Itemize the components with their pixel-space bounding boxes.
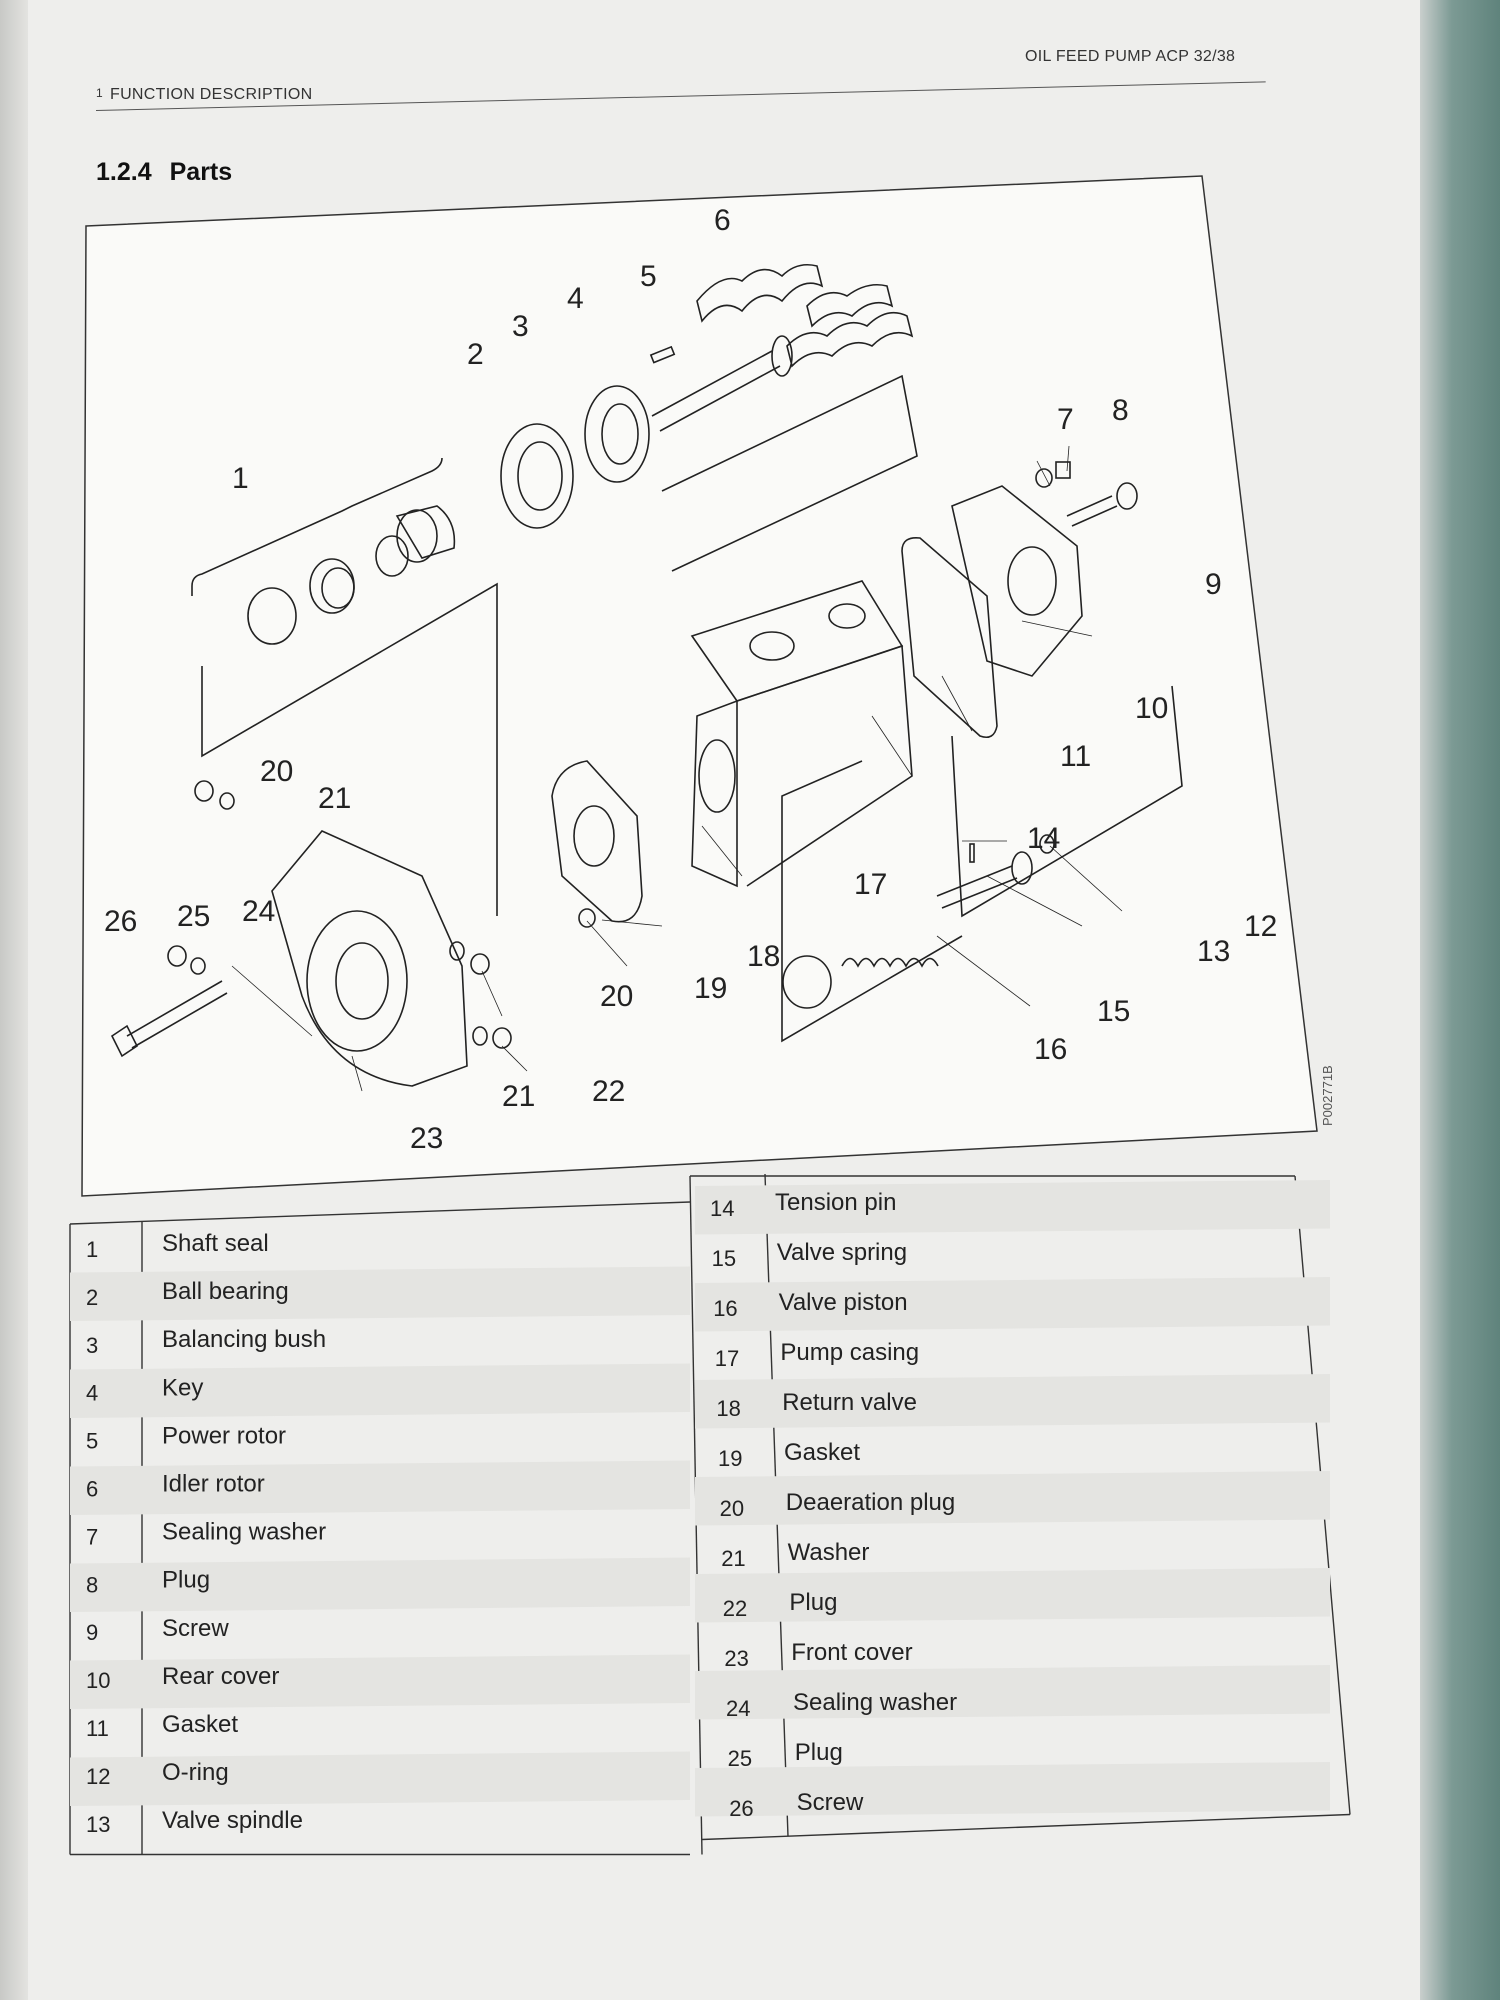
- callout-12: 12: [1244, 910, 1278, 943]
- part-number-19: 19: [718, 1446, 743, 1471]
- part-name-9: Screw: [162, 1614, 229, 1642]
- section-title: Parts: [169, 158, 233, 186]
- callout-13: 13: [1197, 935, 1231, 968]
- part-number-10: 10: [86, 1668, 111, 1694]
- table-bottom-right: [702, 1815, 1350, 1840]
- part-name-21: Washer: [787, 1539, 870, 1566]
- part-number-15: 15: [711, 1246, 737, 1271]
- part-name-17: Pump casing: [780, 1339, 920, 1366]
- chapter-marker: 1: [96, 86, 103, 100]
- callout-11: 11: [1060, 740, 1092, 773]
- chapter-header: [96, 86, 313, 104]
- part-name-4: Key: [162, 1374, 204, 1402]
- callout-15: 15: [1097, 995, 1131, 1028]
- callout-16: 16: [1034, 1033, 1068, 1066]
- part-name-11: Gasket: [162, 1711, 239, 1738]
- part-name-16: Valve piston: [778, 1289, 908, 1316]
- part-name-26: Screw: [796, 1789, 864, 1816]
- callout-25: 25: [177, 900, 211, 933]
- callout-10: 10: [1135, 692, 1169, 725]
- part-name-7: Sealing washer: [162, 1518, 327, 1546]
- part-name-13: Valve spindle: [162, 1807, 303, 1835]
- part-number-25: 25: [727, 1746, 753, 1771]
- part-number-17: 17: [714, 1346, 740, 1371]
- part-name-23: Front cover: [791, 1639, 913, 1666]
- part-name-18: Return valve: [782, 1389, 917, 1416]
- table-row-shade: [695, 1762, 1330, 1817]
- part-name-8: Plug: [162, 1566, 211, 1594]
- callout-9: 9: [1205, 568, 1222, 601]
- part-number-9: 9: [86, 1620, 99, 1646]
- part-number-11: 11: [86, 1716, 109, 1741]
- figure-id: P002771B: [1320, 1065, 1335, 1126]
- part-name-22: Plug: [789, 1589, 838, 1616]
- parts-list-table: [70, 1176, 1350, 1846]
- part-name-19: Gasket: [784, 1439, 861, 1466]
- part-number-2: 2: [86, 1284, 99, 1310]
- part-name-1: Shaft seal: [162, 1230, 269, 1257]
- callout-1: 1: [232, 462, 249, 495]
- callout-3: 3: [512, 310, 529, 343]
- part-number-14: 14: [710, 1196, 735, 1221]
- part-name-15: Valve spring: [776, 1239, 908, 1266]
- callout-24: 24: [242, 895, 276, 928]
- part-number-18: 18: [716, 1396, 741, 1421]
- part-number-26: 26: [729, 1796, 754, 1821]
- callout-2: 2: [467, 338, 484, 371]
- part-number-12: 12: [86, 1763, 111, 1789]
- callout-23: 23: [410, 1122, 444, 1155]
- part-name-14: Tension pin: [775, 1189, 897, 1216]
- part-name-20: Deaeration plug: [785, 1489, 956, 1516]
- part-number-5: 5: [86, 1428, 99, 1454]
- exploded-parts-diagram: [82, 176, 1335, 1196]
- part-name-6: Idler rotor: [162, 1470, 265, 1498]
- chapter-title: FUNCTION DESCRIPTION: [110, 86, 313, 103]
- callout-14: 14: [1027, 822, 1061, 855]
- part-number-20: 20: [719, 1496, 745, 1521]
- part-number-22: 22: [722, 1596, 748, 1621]
- parts-table-svg: [70, 1176, 1350, 1846]
- part-number-4: 4: [86, 1380, 99, 1406]
- diagram-svg: [82, 176, 1335, 1196]
- part-number-7: 7: [86, 1524, 99, 1550]
- callout-17: 17: [854, 868, 888, 901]
- part-number-8: 8: [86, 1572, 99, 1598]
- part-number-16: 16: [713, 1296, 738, 1321]
- diagram-border: [82, 176, 1317, 1196]
- part-name-2: Ball bearing: [162, 1278, 289, 1306]
- part-number-24: 24: [726, 1696, 751, 1721]
- callout-4: 4: [567, 282, 584, 315]
- part-number-1: 1: [86, 1237, 99, 1262]
- callout-7: 7: [1057, 403, 1074, 436]
- background-surface: [1420, 0, 1500, 2000]
- document-title: OIL FEED PUMP ACP 32/38: [1025, 48, 1236, 65]
- callout-19: 19: [694, 972, 728, 1005]
- part-name-10: Rear cover: [162, 1662, 280, 1690]
- part-number-21: 21: [721, 1546, 746, 1571]
- part-number-6: 6: [86, 1476, 99, 1502]
- callout-5: 5: [640, 260, 657, 293]
- section-number: 1.2.4: [96, 158, 152, 186]
- callout-20-bottom: 20: [600, 980, 634, 1013]
- part-name-25: Plug: [794, 1739, 843, 1766]
- callout-22: 22: [592, 1075, 626, 1108]
- part-name-3: Balancing bush: [162, 1326, 327, 1354]
- callout-26: 26: [104, 905, 138, 938]
- callout-21-bottom: 21: [502, 1080, 536, 1113]
- page-binding: [0, 0, 28, 2000]
- callout-18: 18: [747, 940, 781, 973]
- callout-8: 8: [1112, 394, 1129, 427]
- callout-21-top: 21: [318, 782, 352, 815]
- part-number-13: 13: [86, 1811, 111, 1837]
- part-name-5: Power rotor: [162, 1422, 287, 1450]
- table-top-left: [70, 1202, 690, 1224]
- part-number-23: 23: [724, 1646, 749, 1671]
- part-number-3: 3: [86, 1332, 99, 1358]
- callout-6: 6: [714, 204, 731, 237]
- callout-20-top: 20: [260, 755, 294, 788]
- part-name-12: O-ring: [162, 1759, 229, 1787]
- table-row-shade: [695, 1665, 1330, 1720]
- part-name-24: Sealing washer: [793, 1689, 958, 1716]
